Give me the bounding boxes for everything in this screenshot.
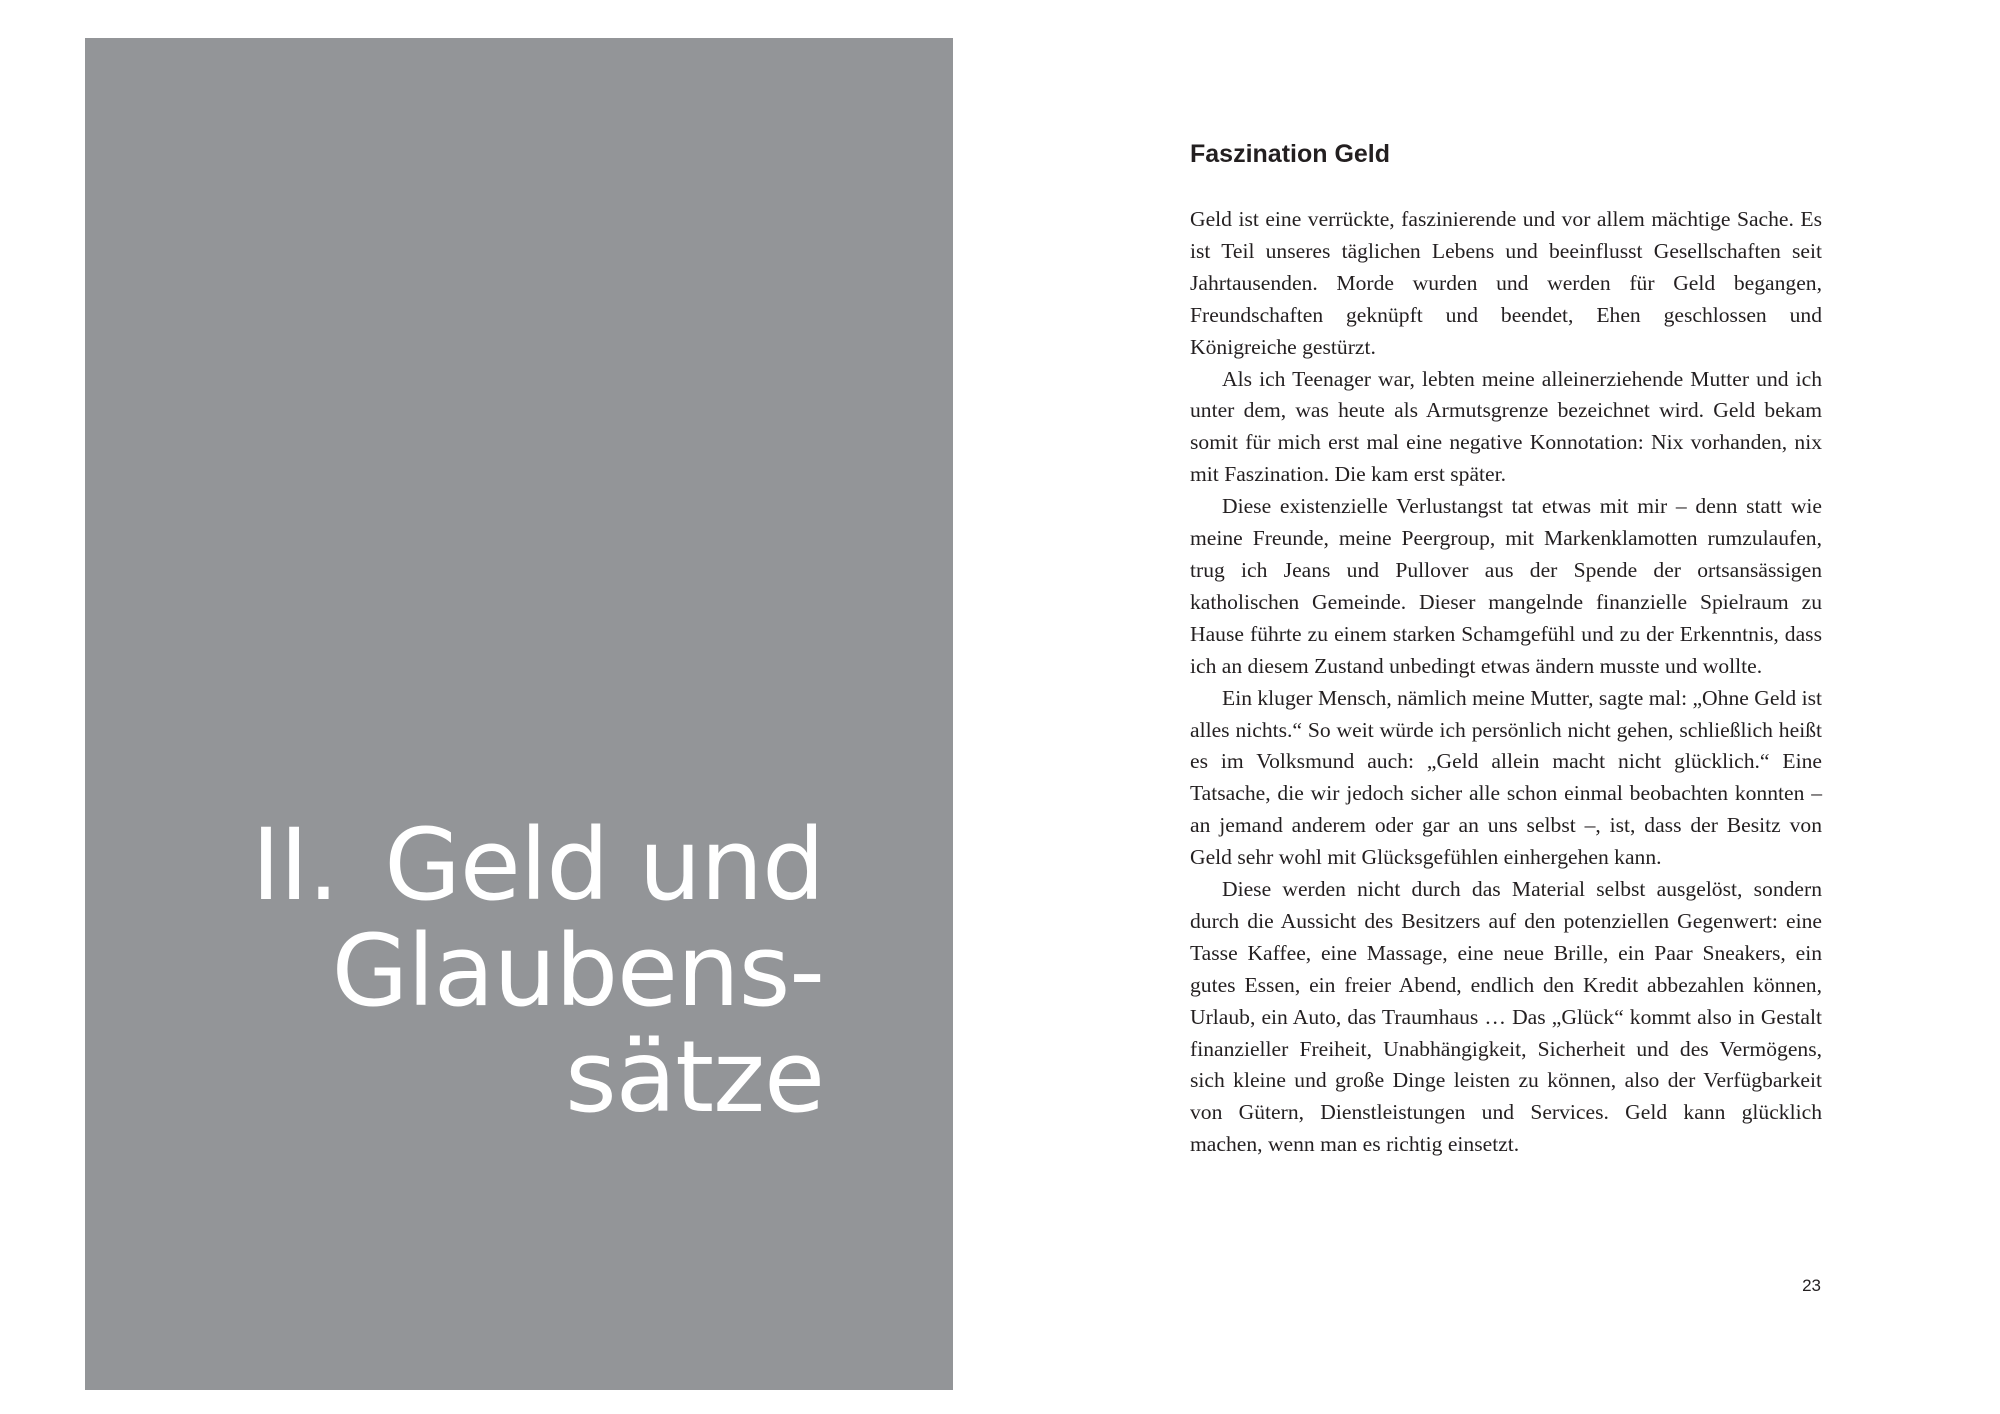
chapter-title-line-2: Glaubens-	[331, 914, 824, 1029]
chapter-title-line-3: sätze	[565, 1020, 824, 1135]
paragraph: Diese werden nicht durch das Material selbst ausgelöst, sondern durch die Aussicht des Besitzers auf den potenziellen Gegenwert: eine Tasse Kaffee, eine Massage, eine neue Brille, ein Paar Sneakers, ein gutes Essen, ein freier Abend, endlich den Kredit abbezahlen können, Urlaub, ein Auto, das Traumhaus … Das „Glück“ kommt also in Gestalt finanzieller Freiheit, Unabhängigkeit, Sicherheit und des Vermögens, sich kleine und große Dinge leisten zu können, also der Verfügbarkeit von Gütern, Dienstleistungen und Services. Geld kann glücklich machen, wenn man es richtig einsetzt.	[1190, 877, 1822, 1157]
chapter-title	[251, 808, 824, 1135]
paragraph: Geld ist eine verrückte, faszinierende und vor allem mächtige Sache. Es ist Teil unseres täglichen Lebens und beeinflusst Gesellschaften seit Jahrtausenden. Morde wurden und werden für Geld begangen, Freundschaften geknüpft und beendet, Ehen geschlossen und Königreiche gestürzt.	[1190, 207, 1822, 359]
paragraph: Ein kluger Mensch, nämlich meine Mutter, sagte mal: „Ohne Geld ist alles nichts.“ So weit würde ich persönlich nicht gehen, schließlich heißt es im Volksmund auch: „Geld allein macht nicht glücklich.“ Eine Tatsache, die wir jedoch sicher alle schon einmal beobachten konnten – an jemand anderem oder gar an uns selbst –, ist, dass der Besitz von Geld sehr wohl mit Glücksgefühlen einhergehen kann.	[1190, 685, 1823, 870]
section-heading: Faszination Geld	[1190, 140, 1391, 168]
text-page	[1190, 136, 1822, 1161]
paragraph: Diese existenzielle Verlustangst tat etwas mit mir – denn statt wie meine Freunde, meine Peergroup, mit Markenklamotten rumzulaufen, trug ich Jeans und Pullover aus der Spende der ortsansässigen katholischen Gemeinde. Dieser mangelnde finanzielle Spielraum zu Hause führte zu einem starken Schamgefühl und zu der Erkenntnis, dass ich an diesem Zustand unbedingt etwas ändern musste und wollte.	[1190, 494, 1822, 678]
chapter-title-text-1: Geld und	[384, 808, 824, 923]
body-text	[1190, 204, 1822, 1161]
paragraph: Als ich Teenager war, lebten meine alleinerziehende Mutter und ich unter dem, was heute als Armutsgrenze bezeichnet wird. Geld bekam somit für mich erst mal eine negative Konnotation: Nix vorhanden, nix mit Faszination. Die kam erst später.	[1190, 366, 1822, 487]
chapter-number: II.	[251, 808, 339, 923]
page-number: 23	[1802, 1276, 1821, 1295]
chapter-title-panel	[85, 38, 953, 1390]
chapter-title-line-1	[251, 808, 824, 923]
